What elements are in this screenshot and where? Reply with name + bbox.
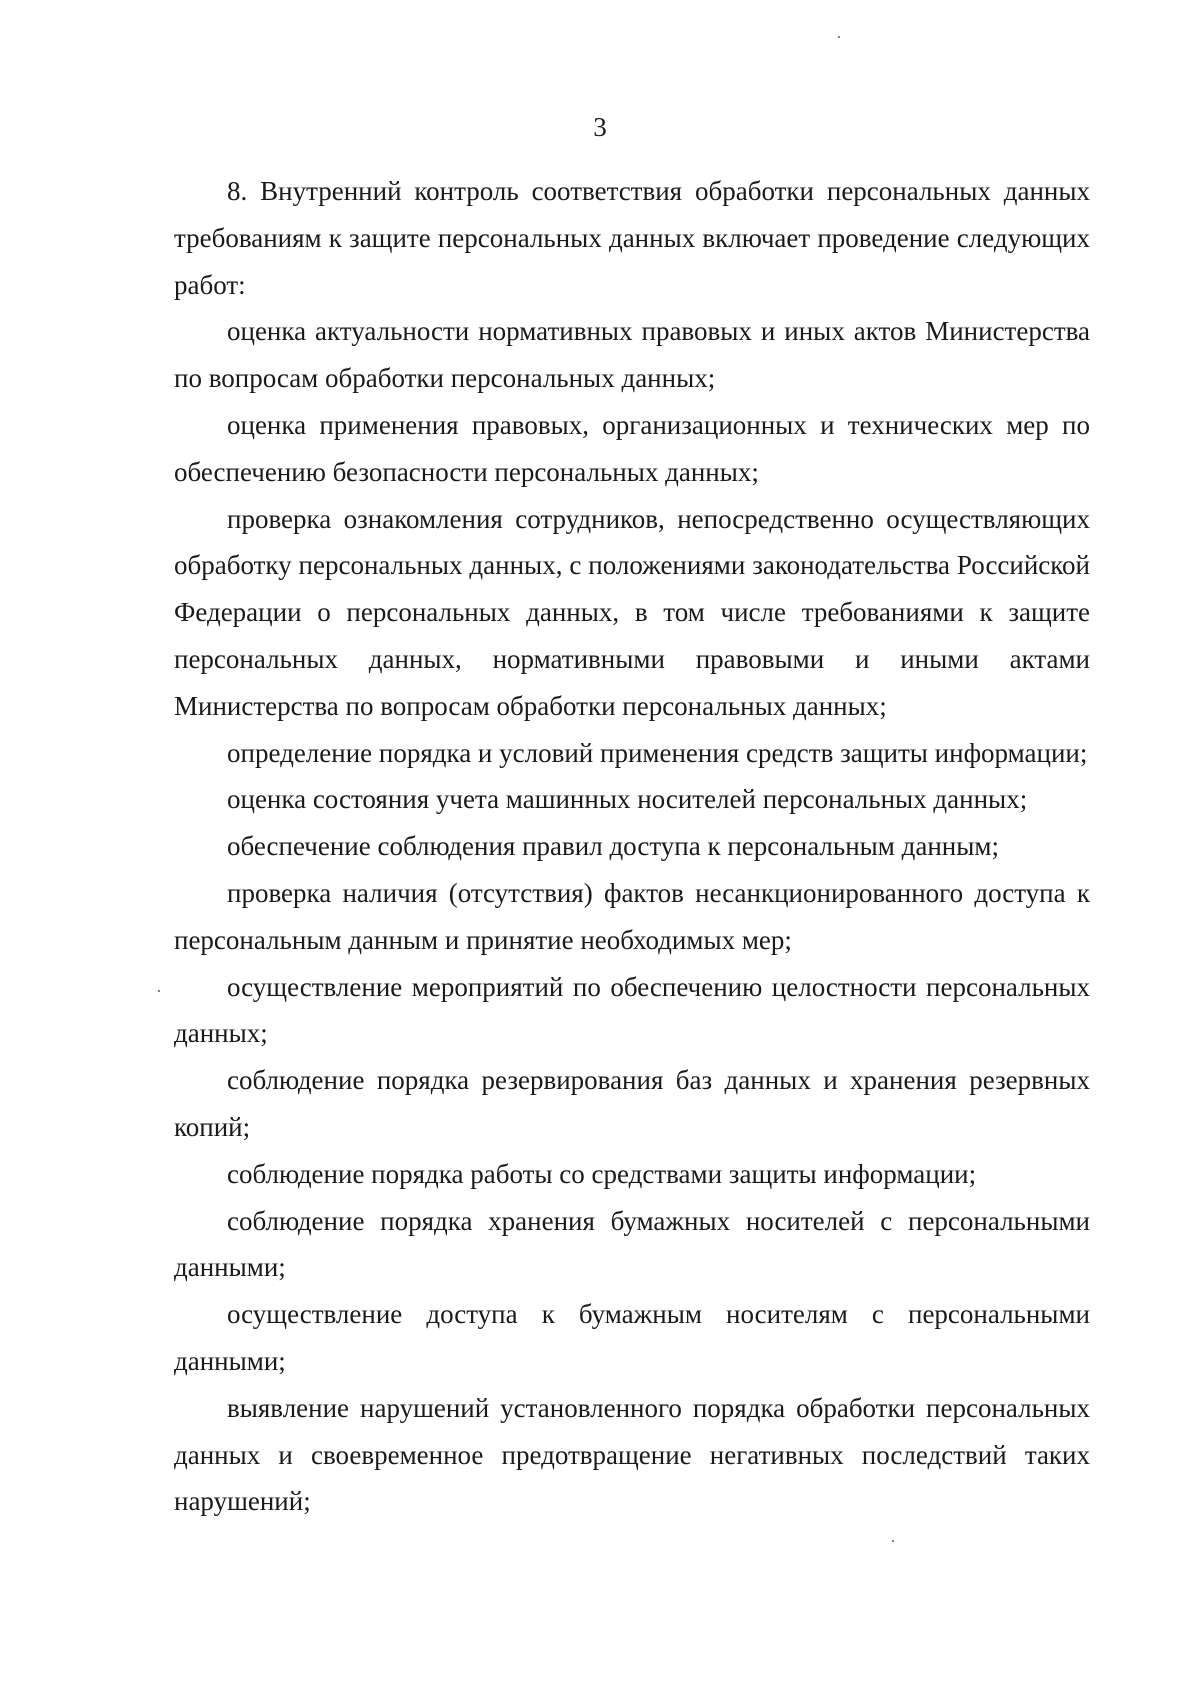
document-body	[174, 168, 1090, 1525]
list-item: соблюдение порядка работы со средствами защиты информации;	[227, 1158, 977, 1189]
list-item: соблюдение порядка хранения бумажных носителей с персональными данными;	[174, 1205, 1090, 1283]
list-item: оценка актуальности нормативных правовых и иных актов Министерства по вопросам обработки персональных данных;	[174, 316, 1090, 394]
list-item: определение порядка и условий применения средств защиты информации;	[227, 737, 1088, 768]
list-item: соблюдение порядка резервирования баз данных и хранения резервных копий;	[174, 1065, 1090, 1142]
list-item: осуществление мероприятий по обеспечению целостности персональных данных;	[174, 971, 1090, 1049]
list-item: оценка состояния учета машинных носителей персональных данных;	[227, 784, 1028, 815]
paragraph-item-8-intro: 8. Внутренний контроль соответствия обработки персональных данных требованиям к защите персональных данных включает проведение следующих работ:	[174, 176, 1090, 300]
list-item: осуществление доступа к бумажным носителям с персональными данными;	[174, 1299, 1090, 1376]
list-item: проверка ознакомления сотрудников, непосредственно осуществляющих обработку персональных данных, с положениями законодательства Российской Федерации о персональных данных, в том числе требованиями к защите персональных данных, нормативными правовыми и иными актами Министерства по вопросам обработки персональных данных;	[174, 503, 1090, 721]
list-item: обеспечение соблюдения правил доступа к персональным данным;	[227, 831, 999, 862]
list-item: оценка применения правовых, организационных и технических мер по обеспечению безопасности персональных данных;	[174, 409, 1090, 487]
scan-speck	[892, 1540, 894, 1542]
page-number: 3	[593, 112, 607, 142]
scan-speck	[838, 36, 840, 38]
scan-speck	[158, 990, 160, 992]
list-item: выявление нарушений установленного порядка обработки персональных данных и своевременное предотвращение негативных последствий таких нарушений;	[174, 1392, 1090, 1517]
list-item: проверка наличия (отсутствия) фактов несанкционированного доступа к персональным данным и принятие необходимых мер;	[174, 877, 1090, 955]
